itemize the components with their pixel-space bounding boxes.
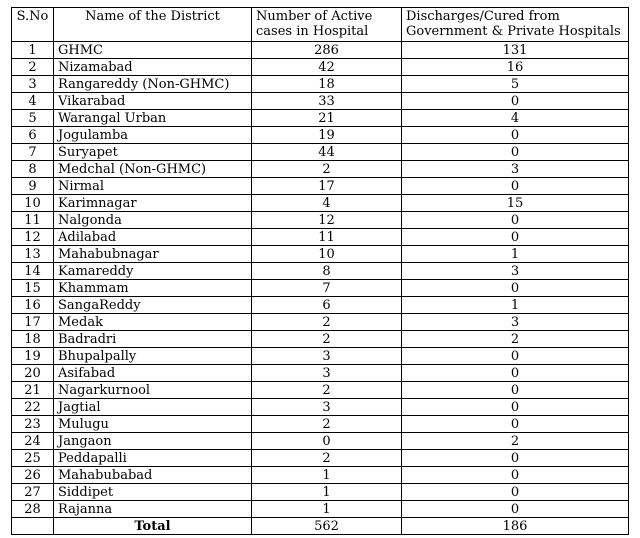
- row-active-cases: 2: [252, 450, 402, 467]
- row-district: Jogulamba: [54, 127, 252, 144]
- table-row: [12, 76, 629, 93]
- row-discharges: 4: [402, 110, 629, 127]
- table-row: [12, 212, 629, 229]
- row-district: Bhupalpally: [54, 348, 252, 365]
- row-discharges: 3: [402, 314, 629, 331]
- row-district: Karimnagar: [54, 195, 252, 212]
- row-district: Mulugu: [54, 416, 252, 433]
- row-discharges: 0: [402, 365, 629, 382]
- total-active: 562: [252, 518, 402, 535]
- row-discharges: 2: [402, 331, 629, 348]
- row-district: SangaReddy: [54, 297, 252, 314]
- row-district: Khammam: [54, 280, 252, 297]
- row-active-cases: 17: [252, 178, 402, 195]
- row-district: Suryapet: [54, 144, 252, 161]
- row-active-cases: 10: [252, 246, 402, 263]
- row-district: Vikarabad: [54, 93, 252, 110]
- row-active-cases: 4: [252, 195, 402, 212]
- row-active-cases: 18: [252, 76, 402, 93]
- table-row: [12, 297, 629, 314]
- row-sno: 23: [12, 416, 54, 433]
- row-active-cases: 3: [252, 365, 402, 382]
- row-active-cases: 33: [252, 93, 402, 110]
- total-label: Total: [54, 518, 252, 535]
- row-discharges: 0: [402, 348, 629, 365]
- row-sno: 8: [12, 161, 54, 178]
- row-active-cases: 2: [252, 382, 402, 399]
- row-active-cases: 3: [252, 348, 402, 365]
- row-discharges: 0: [402, 229, 629, 246]
- table-body: [12, 42, 629, 518]
- table-row: [12, 178, 629, 195]
- row-discharges: 0: [402, 416, 629, 433]
- row-sno: 14: [12, 263, 54, 280]
- row-district: Siddipet: [54, 484, 252, 501]
- row-sno: 10: [12, 195, 54, 212]
- row-active-cases: 44: [252, 144, 402, 161]
- row-district: Nalgonda: [54, 212, 252, 229]
- table-row: [12, 450, 629, 467]
- row-discharges: 0: [402, 450, 629, 467]
- row-active-cases: 12: [252, 212, 402, 229]
- total-discharged: 186: [402, 518, 629, 535]
- row-sno: 13: [12, 246, 54, 263]
- row-discharges: 0: [402, 127, 629, 144]
- table-row: [12, 484, 629, 501]
- row-district: Medchal (Non-GHMC): [54, 161, 252, 178]
- table-row: [12, 246, 629, 263]
- table-row: [12, 348, 629, 365]
- table-row: [12, 433, 629, 450]
- row-discharges: 0: [402, 144, 629, 161]
- header-active-cases: Number of Active cases in Hospital: [252, 8, 402, 42]
- row-sno: 12: [12, 229, 54, 246]
- row-active-cases: 19: [252, 127, 402, 144]
- row-sno: 5: [12, 110, 54, 127]
- row-sno: 28: [12, 501, 54, 518]
- row-district: Mahabubnagar: [54, 246, 252, 263]
- table-row: [12, 416, 629, 433]
- header-sno: S.No: [12, 8, 54, 42]
- district-cases-table: [11, 7, 629, 535]
- row-sno: 17: [12, 314, 54, 331]
- table-row: [12, 195, 629, 212]
- row-district: Jangaon: [54, 433, 252, 450]
- row-discharges: 15: [402, 195, 629, 212]
- row-district: Jagtial: [54, 399, 252, 416]
- row-discharges: 5: [402, 76, 629, 93]
- row-active-cases: 2: [252, 331, 402, 348]
- header-row: [12, 8, 629, 42]
- row-sno: 26: [12, 467, 54, 484]
- row-district: Asifabad: [54, 365, 252, 382]
- row-district: Rajanna: [54, 501, 252, 518]
- total-sno-cell: [12, 518, 54, 535]
- row-discharges: 0: [402, 501, 629, 518]
- row-active-cases: 1: [252, 467, 402, 484]
- row-discharges: 16: [402, 59, 629, 76]
- table-row: [12, 280, 629, 297]
- row-district: Warangal Urban: [54, 110, 252, 127]
- row-district: GHMC: [54, 42, 252, 59]
- row-sno: 19: [12, 348, 54, 365]
- row-sno: 16: [12, 297, 54, 314]
- row-discharges: 3: [402, 263, 629, 280]
- row-sno: 15: [12, 280, 54, 297]
- row-discharges: 1: [402, 246, 629, 263]
- table-row: [12, 263, 629, 280]
- row-active-cases: 1: [252, 501, 402, 518]
- row-sno: 6: [12, 127, 54, 144]
- total-row: [12, 518, 629, 535]
- row-district: Nirmal: [54, 178, 252, 195]
- table-row: [12, 127, 629, 144]
- table-row: [12, 93, 629, 110]
- row-discharges: 0: [402, 178, 629, 195]
- table-row: [12, 59, 629, 76]
- row-sno: 11: [12, 212, 54, 229]
- row-sno: 7: [12, 144, 54, 161]
- row-active-cases: 0: [252, 433, 402, 450]
- table-row: [12, 110, 629, 127]
- row-sno: 3: [12, 76, 54, 93]
- row-district: Medak: [54, 314, 252, 331]
- row-sno: 27: [12, 484, 54, 501]
- row-sno: 2: [12, 59, 54, 76]
- row-district: Mahabubabad: [54, 467, 252, 484]
- row-district: Nizamabad: [54, 59, 252, 76]
- row-discharges: 131: [402, 42, 629, 59]
- row-active-cases: 286: [252, 42, 402, 59]
- table-row: [12, 42, 629, 59]
- row-district: Kamareddy: [54, 263, 252, 280]
- row-discharges: 0: [402, 212, 629, 229]
- row-sno: 24: [12, 433, 54, 450]
- row-district: Nagarkurnool: [54, 382, 252, 399]
- header-district: Name of the District: [54, 8, 252, 42]
- row-active-cases: 7: [252, 280, 402, 297]
- row-district: Peddapalli: [54, 450, 252, 467]
- table-row: [12, 467, 629, 484]
- row-discharges: 3: [402, 161, 629, 178]
- table-row: [12, 229, 629, 246]
- row-active-cases: 8: [252, 263, 402, 280]
- row-active-cases: 3: [252, 399, 402, 416]
- row-sno: 4: [12, 93, 54, 110]
- row-active-cases: 1: [252, 484, 402, 501]
- row-discharges: 0: [402, 382, 629, 399]
- table-row: [12, 144, 629, 161]
- row-sno: 25: [12, 450, 54, 467]
- table-row: [12, 399, 629, 416]
- row-active-cases: 42: [252, 59, 402, 76]
- row-active-cases: 2: [252, 161, 402, 178]
- header-discharges: Discharges/Cured from Government & Private Hospitals: [402, 8, 629, 42]
- table-row: [12, 314, 629, 331]
- row-district: Badradri: [54, 331, 252, 348]
- row-discharges: 0: [402, 484, 629, 501]
- table-row: [12, 365, 629, 382]
- row-active-cases: 2: [252, 416, 402, 433]
- row-sno: 21: [12, 382, 54, 399]
- row-discharges: 0: [402, 280, 629, 297]
- row-active-cases: 6: [252, 297, 402, 314]
- row-sno: 20: [12, 365, 54, 382]
- table-row: [12, 382, 629, 399]
- row-sno: 18: [12, 331, 54, 348]
- row-active-cases: 21: [252, 110, 402, 127]
- row-sno: 1: [12, 42, 54, 59]
- row-district: Rangareddy (Non-GHMC): [54, 76, 252, 93]
- table-row: [12, 161, 629, 178]
- row-discharges: 0: [402, 399, 629, 416]
- row-discharges: 1: [402, 297, 629, 314]
- row-district: Adilabad: [54, 229, 252, 246]
- row-discharges: 2: [402, 433, 629, 450]
- table-row: [12, 501, 629, 518]
- row-discharges: 0: [402, 93, 629, 110]
- row-active-cases: 2: [252, 314, 402, 331]
- row-discharges: 0: [402, 467, 629, 484]
- row-sno: 22: [12, 399, 54, 416]
- table-row: [12, 331, 629, 348]
- row-active-cases: 11: [252, 229, 402, 246]
- row-sno: 9: [12, 178, 54, 195]
